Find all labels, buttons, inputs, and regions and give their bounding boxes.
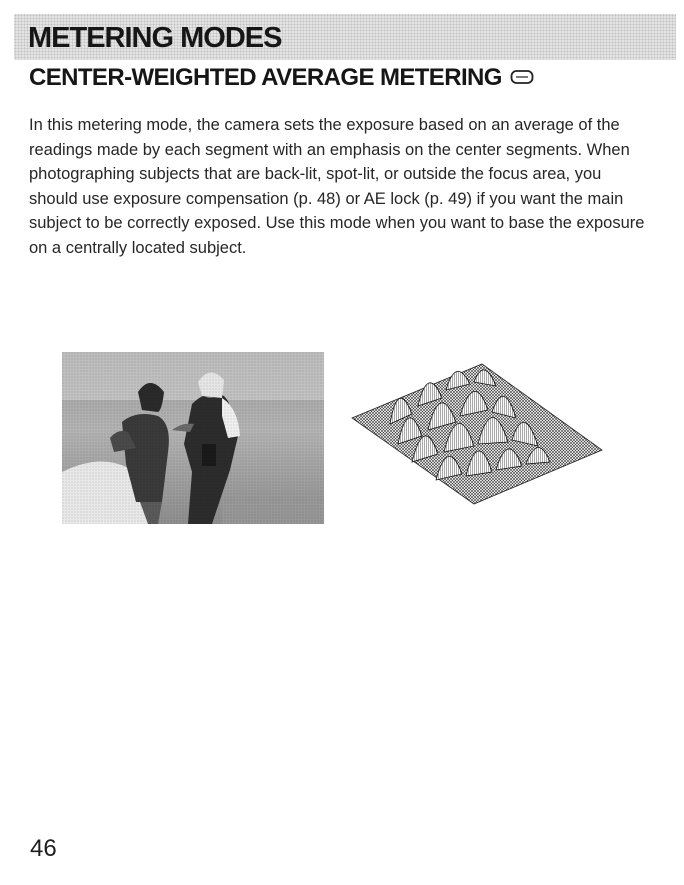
body-paragraph: In this metering mode, the camera sets the exposure based on an average of the readings made by each segment with an emphasis on the center segments. When photographing subjects that are back-lit, spot-lit, or outside the focus area, you should use exposure compensation (p. 48) or AE lock (p. 49) if you want the main subject to be correctly exposed. Use this mode when you want to base the exposure on a centrally located subject. [29,116,645,257]
section-heading: METERING MODES [28,22,282,54]
page-number: 46 [30,835,57,862]
example-photo [62,352,324,524]
center-weighted-sensitivity-graph [346,362,608,512]
sub-heading [29,64,534,92]
sub-heading-text: CENTER-WEIGHTED AVERAGE METERING [29,64,502,91]
center-weighted-metering-icon [510,69,534,85]
